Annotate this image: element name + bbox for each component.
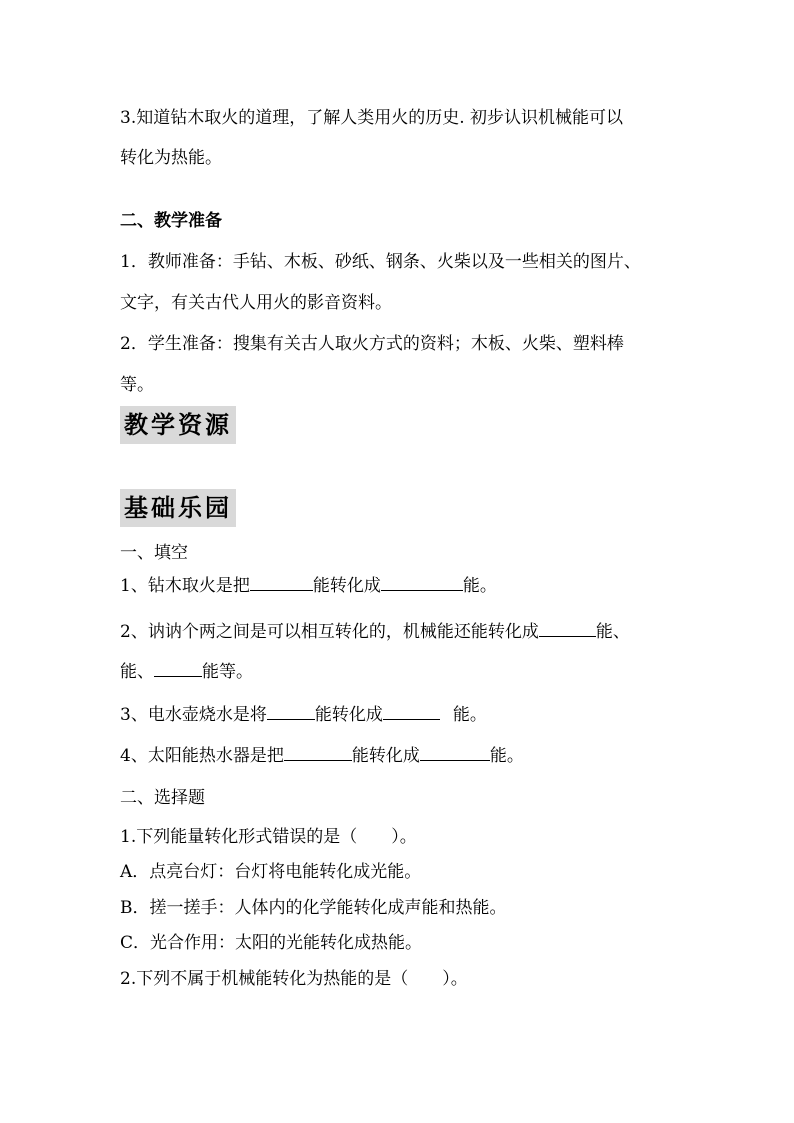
resources-banner: 教学资源: [120, 406, 236, 444]
teacher-prep-line2: 文字，有关古代人用火的影音资料。: [120, 293, 392, 313]
fill-blank-heading: 一、填空: [120, 543, 188, 563]
choice-q2: 2.下列不属于机械能转化为热能的是（ ）。: [120, 969, 468, 989]
fill-q2-text-a: 2、讷讷个两之间是可以相互转化的，机械能还能转化成: [120, 622, 539, 642]
fill-q1-text-c: 能。: [462, 576, 497, 596]
blank: [420, 744, 490, 761]
blank: [381, 574, 463, 591]
student-prep-line1: 2．学生准备：搜集有关古人取火方式的资料；木板、火柴、塑料棒: [120, 334, 624, 354]
fill-q4-text-b: 能转化成: [351, 746, 420, 766]
fill-q2-line2: [120, 660, 253, 683]
fill-q2-text-b: 能、: [595, 622, 630, 642]
fill-q1-text-b: 能转化成: [312, 576, 381, 596]
fill-q4: [120, 744, 524, 767]
teacher-prep-line1: 1．教师准备：手钻、木板、砂纸、钢条、火柴以及一些相关的图片、: [120, 252, 641, 272]
choice-q1-option-a: A．点亮台灯：台灯将电能转化成光能。: [120, 862, 422, 882]
preparation-heading: 二、教学准备: [120, 211, 222, 231]
fill-q2-text-c: 能、: [120, 662, 154, 682]
choice-q1: 1.下列能量转化形式错误的是（ ）。: [120, 827, 417, 847]
student-prep-line2: 等。: [120, 375, 154, 395]
choice-q1-option-b: B．搓一搓手：人体内的化学能转化成声能和热能。: [120, 898, 507, 918]
fill-q1: [120, 574, 497, 597]
blank: [250, 574, 313, 591]
blank: [154, 660, 202, 677]
blank: [383, 703, 440, 720]
choice-heading: 二、选择题: [120, 788, 205, 808]
fill-q4-text-c: 能。: [489, 746, 524, 766]
fill-q1-text-a: 1、钻木取火是把: [120, 576, 250, 596]
fill-q3-text-b: 能转化成: [314, 705, 383, 725]
choice-q1-option-c: C．光合作用：太阳的光能转化成热能。: [120, 933, 423, 953]
blank: [539, 620, 596, 637]
fill-q2-text-d: 能等。: [202, 662, 253, 682]
blank: [267, 703, 315, 720]
fill-q2-line1: [120, 620, 630, 643]
fill-q3: [120, 703, 487, 726]
objective-3-line1: 3.知道钻木取火的道理，了解人类用火的历史. 初步认识机械能可以: [120, 108, 624, 128]
objective-3-line2: 转化为热能。: [120, 148, 222, 168]
fill-q3-text-a: 3、电水壶烧水是将: [120, 705, 267, 725]
basics-banner: 基础乐园: [120, 489, 236, 527]
fill-q4-text-a: 4、太阳能热水器是把: [120, 746, 284, 766]
blank: [284, 744, 352, 761]
fill-q3-text-c: 能。: [452, 705, 487, 725]
